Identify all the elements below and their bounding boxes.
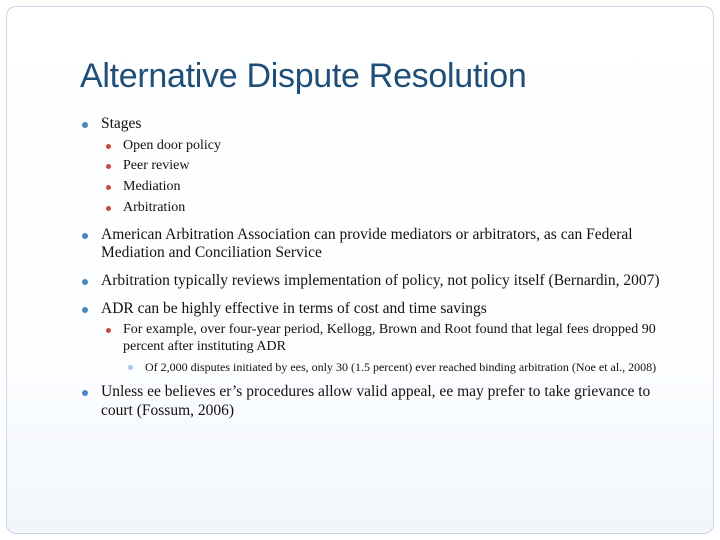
bullet-stages: [80, 115, 680, 134]
slide-title: Alternative Dispute Resolution: [80, 57, 527, 95]
sub-sub-bullet-text: Of 2,000 disputes initiated by ees, only 30 (1.5 percent) ever reached binding arbitration (Noe et al., 2008): [145, 359, 657, 374]
sub-bullet-dot-icon: [106, 328, 111, 333]
bullet-dot-icon: [82, 307, 88, 313]
bullet-adr-effective: [80, 300, 680, 319]
bullet-aaa: [80, 226, 680, 263]
bullet-dot-icon: [82, 279, 88, 285]
slide-content: [80, 115, 680, 420]
bullet-text: Unless ee believes er’s procedures allow valid appeal, ee may prefer to take grievance to court (Fossum, 2006): [101, 383, 651, 419]
bullet-text: ADR can be highly effective in terms of cost and time savings: [101, 299, 487, 317]
sub-bullet-text: Mediation: [123, 179, 181, 195]
sub-bullet-dot-icon: [106, 185, 111, 190]
bullet-text: American Arbitration Association can provide mediators or arbitrators, as can Federal Mediation and Conciliation Service: [101, 225, 633, 262]
bullet-grievance: [80, 383, 680, 420]
sub-bullet-dot-icon: [106, 206, 111, 211]
sub-bullet-text: Open door policy: [123, 137, 221, 153]
sub-bullet-dot-icon: [106, 164, 111, 169]
bullet-arbitration-policy: [80, 272, 680, 291]
sub-bullet-stage: [80, 138, 680, 155]
sub-sub-bullet-dot-icon: [128, 365, 133, 370]
sub-bullet-text: Peer review: [123, 158, 190, 174]
sub-bullet-stage: [80, 179, 680, 196]
sub-bullet-stage: [80, 158, 680, 175]
sub-bullet-text: For example, over four-year period, Kellogg, Brown and Root found that legal fees dropped 90 percent after instituting ADR: [123, 322, 656, 354]
sub-bullet-text: Arbitration: [123, 199, 186, 215]
bullet-text: Stages: [101, 115, 142, 132]
bullet-dot-icon: [82, 122, 88, 128]
sub-bullet-dot-icon: [106, 144, 111, 149]
bullet-dot-icon: [82, 390, 88, 396]
sub-sub-bullet-disputes: [80, 360, 680, 374]
sub-bullet-kellogg: [80, 322, 680, 356]
bullet-dot-icon: [82, 233, 88, 239]
bullet-text: Arbitration typically reviews implementation of policy, not policy itself (Bernardin, 2007): [101, 271, 660, 289]
sub-bullet-stage: [80, 200, 680, 217]
